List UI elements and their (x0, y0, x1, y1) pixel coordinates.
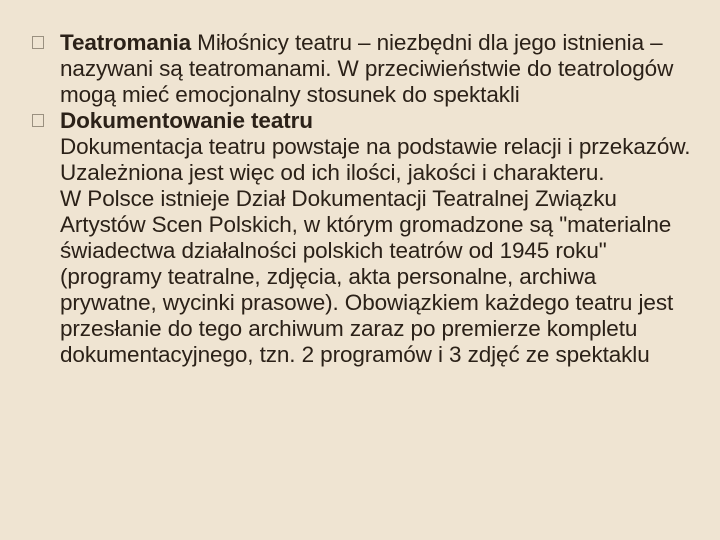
item-heading: Dokumentowanie teatru (60, 108, 313, 133)
list-item-dokumentowanie (30, 108, 698, 368)
item-heading: Teatromania (60, 30, 192, 55)
item-paragraph: Dokumentacja teatru powstaje na podstawie relacji i przekazów. Uzależniona jest więc od ich ilości, jakości i charakteru. (60, 134, 691, 185)
checkbox-bullet-icon (32, 36, 44, 49)
item-text: Miłośnicy teatru – niezbędni dla jego istnienia – nazywani są teatromanami. W przeciwieństwie do teatrologów mogą mieć emocjonalny stosunek do spektakli (60, 30, 674, 107)
list-item-teatromania (30, 30, 698, 108)
item-paragraph: W Polsce istnieje Dział Dokumentacji Teatralnej Związku Artystów Scen Polskich, w którym gromadzone są "materialne świadectwa działalności polskich teatrów od 1945 roku" (programy teatralne, zdjęcia, akta personalne, archiwa prywatne, wycinki prasowe). Obowiązkiem każdego teatru jest przesłanie do tego archiwum zaraz po premierze kompletu dokumentacyjnego, tzn. 2 programów i 3 zdjęć ze spektaklu (60, 186, 674, 367)
bullet-list (30, 30, 698, 368)
checkbox-bullet-icon (32, 114, 44, 127)
